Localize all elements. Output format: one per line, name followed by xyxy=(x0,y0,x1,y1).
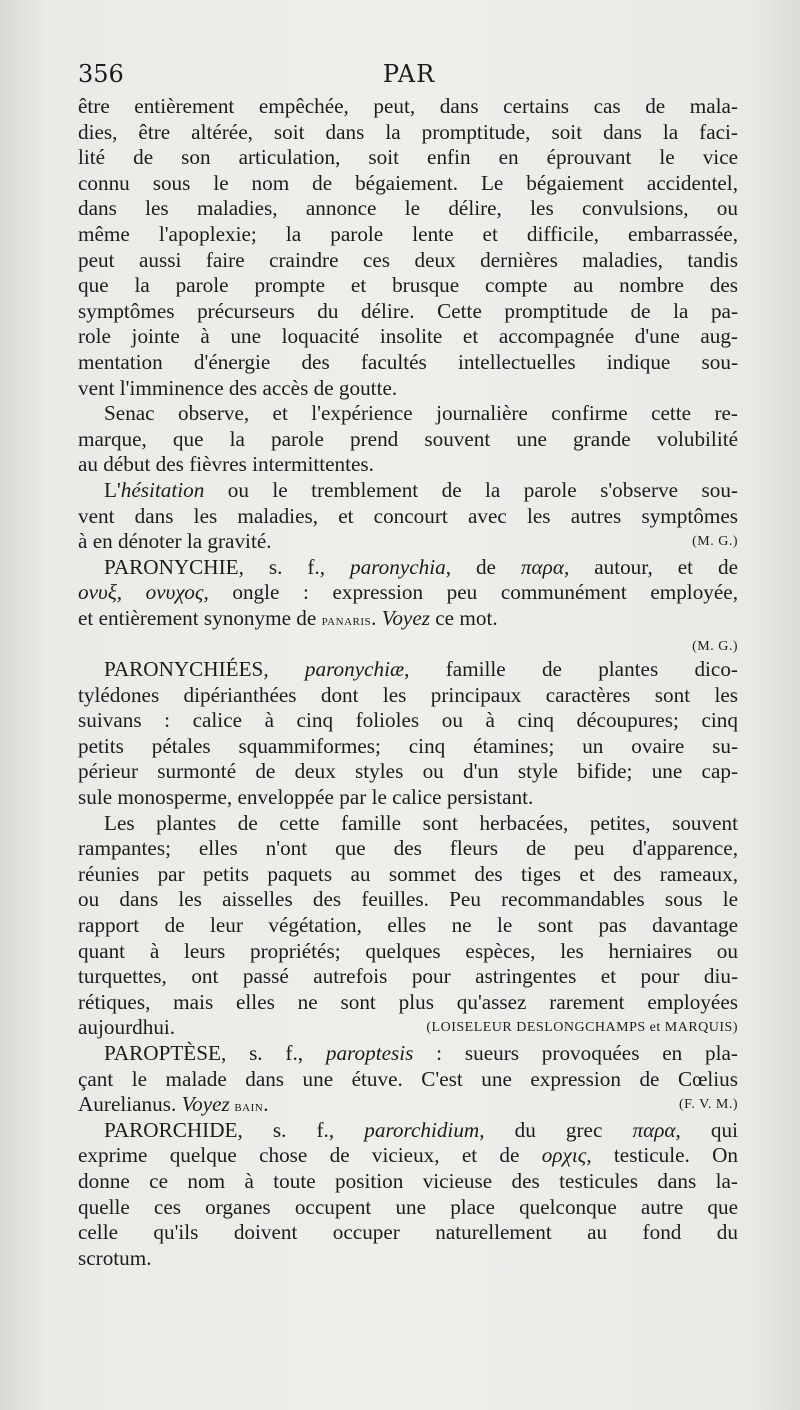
text-line: au début des fièvres intermittentes. xyxy=(78,452,374,477)
text-line: vent l'imminence des accès de goutte. xyxy=(78,375,398,400)
text-fragment: exprime quelque chose de vicieux, et de xyxy=(78,1143,542,1168)
text-line xyxy=(78,478,738,504)
text-line: symptômes précurseurs du délire. Cette promptitude de la pa- xyxy=(78,298,738,323)
text-line: que la parole prompte et brusque compte au nombre des xyxy=(78,273,738,298)
greek-term: παρα xyxy=(632,1117,676,1142)
text-line: connu sous le nom de bégaiement. Le bégaiement accidentel, xyxy=(78,170,738,195)
text-fragment: , famille de plantes dico- xyxy=(404,657,738,682)
text-line: rampantes; elles n'ont que des fleurs de peu d'apparence, xyxy=(78,836,738,861)
greek-term: ορχις xyxy=(541,1143,587,1168)
text-fragment: L' xyxy=(104,477,121,502)
text-fragment: ce mot. xyxy=(429,605,498,630)
text-fragment: à en dénoter la gravité. xyxy=(78,529,272,554)
text-fragment: , s. f., xyxy=(238,554,350,579)
text-line: périeur surmonté de deux styles ou d'un style bifide; une cap- xyxy=(78,759,738,784)
text-fragment: ou le tremblement de la parole s'observe sou- xyxy=(204,477,738,502)
greek-term: παρα xyxy=(520,554,564,579)
latin-term: paronychia xyxy=(349,554,446,579)
text-fragment: et entièrement synonyme de xyxy=(78,605,322,630)
text-line xyxy=(78,1015,738,1041)
text-line: role jointe à une loquacité insolite et accompagnée d'une aug- xyxy=(78,324,738,349)
text-fragment: , s. f., xyxy=(237,1117,365,1142)
author-signature: (M. G.) xyxy=(692,639,738,655)
text-fragment: , testicule. On xyxy=(586,1143,738,1168)
text-line: turquettes, ont passé autrefois pour astringentes et pour diu- xyxy=(78,964,738,989)
text-line: rétiques, mais elles ne sont plus qu'assez rarement employées xyxy=(78,989,738,1014)
italic-term: hésitation xyxy=(120,477,205,502)
text-line: suivans : calice à cinq folioles ou à cinq découpures; cinq xyxy=(78,708,738,733)
page-number: 356 xyxy=(78,60,124,88)
text-line: Senac observe, et l'expérience journalière confirme cette re- xyxy=(104,401,738,426)
text-fragment: Aurelianus. xyxy=(78,1092,182,1117)
text-line: être entièrement empêchée, peut, dans certains cas de mala- xyxy=(78,94,738,118)
text-fragment: , de xyxy=(445,554,521,579)
text-line: çant le malade dans une étuve. C'est une expression de Cœlius xyxy=(78,1066,738,1091)
text-fragment: , xyxy=(263,657,305,682)
text-line: rapport de leur végétation, elles ne le sont pas davantage xyxy=(78,913,738,937)
entry-headword: PARORCHIDE xyxy=(104,1117,238,1142)
text-line: lité de son articulation, soit enfin en éprouvant le vice xyxy=(78,145,738,170)
entry-paronychie xyxy=(78,555,738,581)
text-fragment: , ongle : expression peu communément employée, xyxy=(203,580,738,605)
text-fragment: : sueurs provoquées en pla- xyxy=(413,1040,738,1065)
text-line xyxy=(78,1143,738,1169)
text-line: marque, que la parole prend souvent une grande volubilité xyxy=(78,426,738,451)
text-line xyxy=(78,529,738,555)
text-line: réunies par petits paquets au sommet des tiges et des rameaux, xyxy=(78,861,738,886)
text-line: tylédones dipérianthées dont les principaux caractères sont les xyxy=(78,682,738,707)
author-signature: (M. G.) xyxy=(692,534,738,550)
text-line: sule monosperme, enveloppée par le calice persistant. xyxy=(78,785,534,810)
text-line: quelle ces organes occupent une place quelconque autre que xyxy=(78,1194,738,1219)
entry-paronychiees xyxy=(78,657,738,683)
text-line xyxy=(78,580,738,606)
text-line: Les plantes de cette famille sont herbacées, petites, souvent xyxy=(104,810,738,835)
text-line: dans les maladies, annonce le délire, les convulsions, ou xyxy=(78,196,738,221)
italic-term: Voyez xyxy=(381,605,430,630)
entry-headword: PARONYCHIÉES xyxy=(104,657,264,682)
text-fragment: aujourdhui. xyxy=(78,1015,176,1040)
entry-headword: PAROPTÈSE xyxy=(104,1040,221,1065)
text-line xyxy=(78,606,738,632)
text-line: celle qu'ils doivent occuper naturellement au fond du xyxy=(78,1220,738,1245)
text-line: mentation d'énergie des facultés intellectuelles indique sou- xyxy=(78,349,738,374)
greek-term: ονυξ, ονυχος xyxy=(78,580,204,605)
text-fragment: , qui xyxy=(675,1117,738,1142)
entry-parorchide xyxy=(78,1118,738,1144)
cross-reference: bain xyxy=(229,1098,264,1116)
italic-term: Voyez xyxy=(181,1092,230,1117)
author-signature: (LOISELEUR DESLONGCHAMPS et MARQUIS) xyxy=(426,1020,738,1036)
latin-term: paroptesis xyxy=(325,1040,414,1065)
text-line: quant à leurs propriétés; quelques espèces, les herniaires ou xyxy=(78,938,738,963)
running-head: PAR xyxy=(382,60,436,88)
text-line: dies, être altérée, soit dans la promptitude, soit dans la faci- xyxy=(78,119,738,144)
text-line: scrotum. xyxy=(78,1245,152,1270)
cross-reference: panaris xyxy=(321,611,372,629)
text-line xyxy=(78,631,738,657)
text-fragment: , du grec xyxy=(479,1117,633,1142)
text-line: donne ce nom à toute position vicieuse des testicules dans la- xyxy=(78,1168,738,1193)
entry-headword: PARONYCHIE xyxy=(104,554,239,579)
latin-term: paronychiæ xyxy=(304,657,405,682)
text-line: même l'apoplexie; la parole lente et difficile, embarrassée, xyxy=(78,221,738,246)
latin-term: parorchidium xyxy=(364,1117,480,1142)
text-fragment: , autour, et de xyxy=(563,554,738,579)
text-line: vent dans les maladies, et concourt avec les autres symptômes xyxy=(78,503,738,528)
page-header xyxy=(78,60,740,94)
text-line: petits pétales squammiformes; cinq étamines; un ovaire su- xyxy=(78,733,738,758)
author-signature: (F. V. M.) xyxy=(679,1097,738,1113)
text-line: ou dans les aisselles des feuilles. Peu recommandables sous le xyxy=(78,887,738,912)
text-fragment: . xyxy=(371,605,382,630)
text-fragment: , s. f., xyxy=(220,1040,326,1065)
text-line xyxy=(78,1092,738,1118)
text-fragment: . xyxy=(263,1092,269,1117)
text-line: peut aussi faire craindre ces deux dernières maladies, tandis xyxy=(78,247,738,272)
body-text xyxy=(78,94,738,1271)
entry-paroptese xyxy=(78,1041,738,1067)
